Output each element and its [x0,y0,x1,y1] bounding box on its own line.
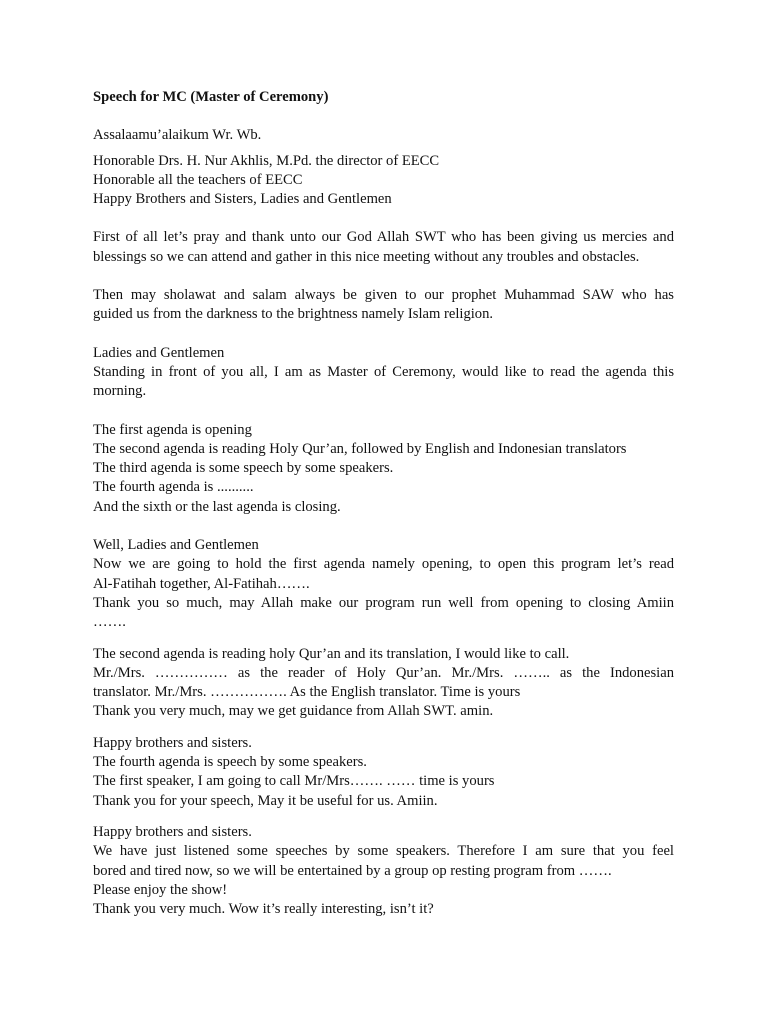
paragraph-line: First of all let’s pray and thank unto our God Allah SWT who has been giving us mercies and [93,229,674,246]
honor-line: Honorable Drs. H. Nur Akhlis, M.Pd. the director of EECC [93,152,440,169]
paragraph-line: Now we are going to hold the first agenda namely opening, to open this program let’s read [93,556,674,573]
paragraph-line: blessings so we can attend and gather in this nice meeting without any troubles and obstacles. [93,248,640,265]
paragraph-line: Thank you so much, may Allah make our program run well from opening to closing Amiin [93,594,674,611]
second-agenda-section [93,645,674,722]
entertainment-section [93,823,674,919]
opening-section [93,536,674,632]
paragraph-line: guided us from the darkness to the brightness namely Islam religion. [93,306,494,323]
agenda-intro [93,344,674,402]
paragraph-line: Mr./Mrs. …………… as the reader of Holy Qur’an. Mr./Mrs. …….. as the Indonesian [93,664,674,681]
paragraph-line: morning. [93,383,147,400]
paragraph-line: bored and tired now, so we will be entertained by a group op resting program from ……. [93,862,612,879]
sholawat-paragraph [93,286,674,325]
paragraph-line: Happy brothers and sisters. [93,823,252,840]
agenda-item: The first agenda is opening [93,421,252,438]
paragraph-line: Thank you very much. Wow it’s really interesting, isn’t it? [93,901,434,918]
paragraph-line: The first speaker, I am going to call Mr/Mrs……. …… time is yours [93,773,495,790]
paragraph-line: The fourth agenda is speech by some speakers. [93,754,367,771]
paragraph-line: translator. Mr./Mrs. ……………. As the English translator. Time is yours [93,684,521,701]
paragraph-line: We have just listened some speeches by some speakers. Therefore I am sure that you feel [93,843,674,860]
paragraph-line: Standing in front of you all, I am as Master of Ceremony, would like to read the agenda this [93,363,674,380]
fourth-agenda-section [93,734,674,811]
paragraph-line: Thank you for your speech, May it be useful for us. Amiin. [93,792,438,809]
paragraph-line: Happy brothers and sisters. [93,734,252,751]
agenda-item: The third agenda is some speech by some speakers. [93,460,394,477]
honor-block [93,152,674,210]
paragraph-line: Please enjoy the show! [93,881,228,898]
agenda-item: And the sixth or the last agenda is closing. [93,498,341,515]
document-page [93,88,674,919]
document-title: Speech for MC (Master of Ceremony) [93,89,329,105]
paragraph-line: Then may sholawat and salam always be given to our prophet Muhammad SAW who has [93,287,674,304]
agenda-list [93,421,674,517]
paragraph-line: Well, Ladies and Gentlemen [93,537,259,554]
agenda-item: The second agenda is reading Holy Qur’an, followed by English and Indonesian translators [93,440,627,457]
paragraph-line: The second agenda is reading holy Qur’an and its translation, I would like to call. [93,645,570,662]
greeting: Assalaamu’alaikum Wr. Wb. [93,127,262,144]
paragraph-line: Thank you very much, may we get guidance from Allah SWT. amin. [93,703,494,720]
honor-line: Happy Brothers and Sisters, Ladies and Gentlemen [93,191,392,208]
agenda-item: The fourth agenda is .......... [93,479,254,496]
prayer-paragraph [93,228,674,267]
paragraph-line: Al-Fatihah together, Al-Fatihah……. [93,575,310,592]
paragraph-line: ……. [93,614,126,631]
paragraph-line: Ladies and Gentlemen [93,344,225,361]
honor-line: Honorable all the teachers of EECC [93,171,303,188]
